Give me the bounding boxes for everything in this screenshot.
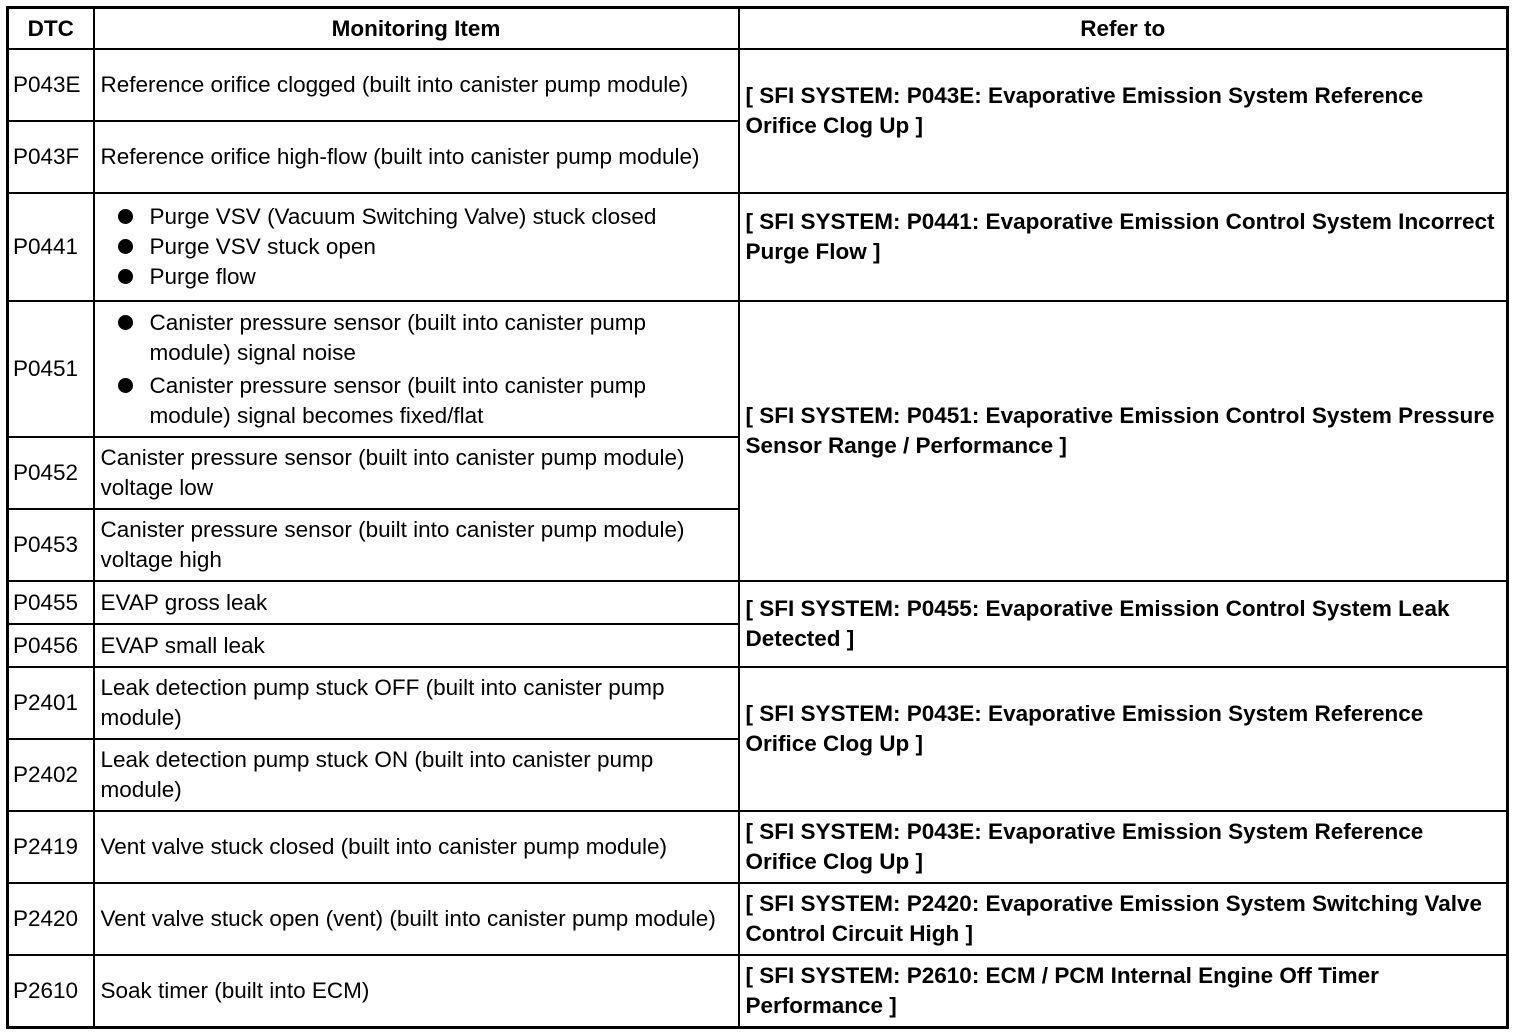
monitoring-item: Reference orifice clogged (built into canister pump module): [94, 49, 739, 121]
monitoring-item: [94, 301, 739, 437]
monitoring-item: EVAP small leak: [94, 624, 739, 667]
dtc-code: P0441: [8, 193, 94, 301]
dtc-code: P0451: [8, 301, 94, 437]
refer-to-cell: [739, 301, 1508, 581]
monitoring-item: Leak detection pump stuck OFF (built into canister pump module): [94, 667, 739, 739]
refer-to-cell: [739, 193, 1508, 301]
bullet-text: Canister pressure sensor (built into canister pump module) signal becomes fixed/flat: [149, 372, 646, 428]
refer-to-cell: [739, 883, 1508, 955]
monitoring-item: [94, 193, 739, 301]
monitoring-item: Vent valve stuck closed (built into canister pump module): [94, 811, 739, 883]
monitoring-item: EVAP gross leak: [94, 581, 739, 624]
refer-to-link[interactable]: [ SFI SYSTEM: P2610: ECM / PCM Internal Engine Off Timer Performance ]: [745, 962, 1379, 1018]
header-dtc: DTC: [8, 8, 94, 50]
table-row: [8, 581, 1508, 624]
table-header-row: [8, 8, 1508, 50]
table-row: [8, 49, 1508, 121]
bullet-icon: [118, 239, 133, 254]
refer-to-link[interactable]: [ SFI SYSTEM: P0451: Evaporative Emission Control System Pressure Sensor Range / Performance ]: [745, 403, 1495, 458]
table-row: [8, 955, 1508, 1027]
monitoring-item: Canister pressure sensor (built into canister pump module) voltage high: [94, 509, 739, 581]
monitoring-item: Reference orifice high-flow (built into canister pump module): [94, 121, 739, 193]
monitoring-item: Canister pressure sensor (built into canister pump module) voltage low: [94, 437, 739, 509]
refer-to-cell: [739, 581, 1508, 667]
refer-to-link[interactable]: [ SFI SYSTEM: P043E: Evaporative Emission System Reference Orifice Clog Up ]: [745, 819, 1424, 874]
refer-to-cell: [739, 811, 1508, 883]
bullet-text: Purge flow: [149, 264, 256, 289]
dtc-code: P2610: [8, 955, 94, 1027]
bullet-item: [101, 262, 732, 292]
dtc-code: P2402: [8, 739, 94, 811]
refer-to-link[interactable]: [ SFI SYSTEM: P043E: Evaporative Emission System Reference Orifice Clog Up ]: [745, 83, 1424, 138]
dtc-code: P2420: [8, 883, 94, 955]
table-row: [8, 883, 1508, 955]
refer-to-link[interactable]: [ SFI SYSTEM: P0441: Evaporative Emission Control System Incorrect Purge Flow ]: [745, 209, 1495, 264]
dtc-monitoring-table: [6, 6, 1509, 1029]
bullet-text: Purge VSV (Vacuum Switching Valve) stuck closed: [149, 204, 657, 229]
bullet-icon: [118, 378, 133, 393]
header-monitoring-item: Monitoring Item: [94, 8, 739, 50]
dtc-code: P0452: [8, 437, 94, 509]
bullet-icon: [118, 209, 133, 224]
bullet-list: [101, 308, 732, 431]
refer-to-cell: [739, 667, 1508, 811]
bullet-item: [101, 371, 732, 431]
refer-to-cell: [739, 955, 1508, 1027]
monitoring-item: Soak timer (built into ECM): [94, 955, 739, 1027]
refer-to-link[interactable]: [ SFI SYSTEM: P0455: Evaporative Emission Control System Leak Detected ]: [745, 596, 1450, 651]
dtc-code: P0456: [8, 624, 94, 667]
monitoring-item: Vent valve stuck open (vent) (built into canister pump module): [94, 883, 739, 955]
bullet-icon: [118, 269, 133, 284]
header-refer-to: Refer to: [739, 8, 1508, 50]
table-row: [8, 301, 1508, 437]
table-row: [8, 811, 1508, 883]
table-row: [8, 667, 1508, 739]
refer-to-link[interactable]: [ SFI SYSTEM: P2420: Evaporative Emission System Switching Valve Control Circuit High ]: [745, 891, 1483, 946]
bullet-item: [101, 202, 732, 232]
bullet-text: Canister pressure sensor (built into canister pump module) signal noise: [149, 309, 646, 365]
bullet-item: [101, 308, 732, 371]
dtc-code: P0455: [8, 581, 94, 624]
dtc-code: P2419: [8, 811, 94, 883]
table-row: [8, 193, 1508, 301]
dtc-code: P2401: [8, 667, 94, 739]
bullet-icon: [118, 315, 133, 330]
dtc-code: P043F: [8, 121, 94, 193]
refer-to-link[interactable]: [ SFI SYSTEM: P043E: Evaporative Emission System Reference Orifice Clog Up ]: [745, 701, 1424, 756]
dtc-code: P043E: [8, 49, 94, 121]
refer-to-cell: [739, 49, 1508, 193]
bullet-text: Purge VSV stuck open: [149, 234, 376, 259]
bullet-list: [101, 202, 732, 292]
dtc-code: P0453: [8, 509, 94, 581]
bullet-item: [101, 232, 732, 262]
monitoring-item: Leak detection pump stuck ON (built into canister pump module): [94, 739, 739, 811]
